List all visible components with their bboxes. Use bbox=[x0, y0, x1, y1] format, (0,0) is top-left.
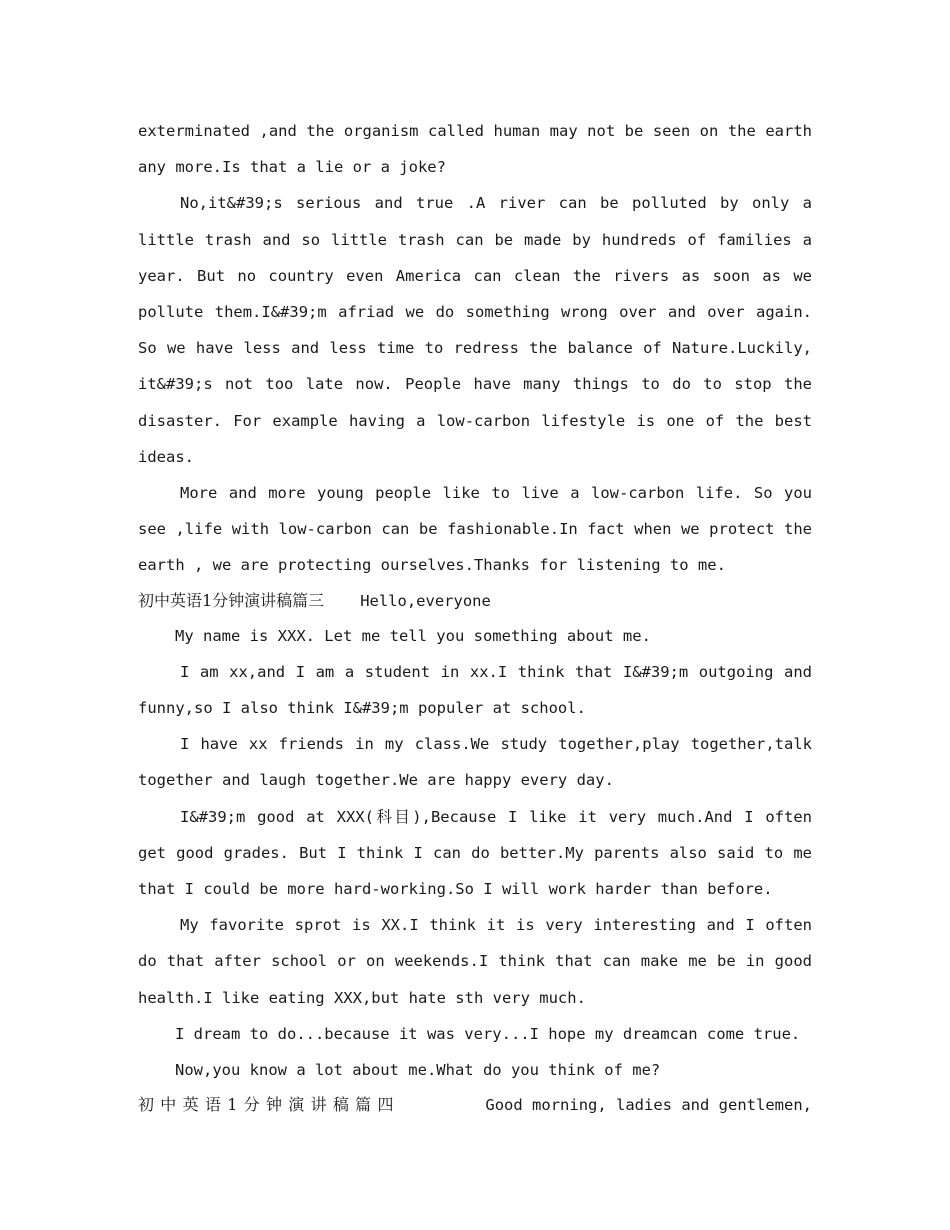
document-page bbox=[138, 113, 812, 1122]
section-greeting-4: Good morning, ladies and gentlemen, bbox=[485, 1096, 812, 1115]
paragraph-closing: Now,you know a lot about me.What do you think of me? bbox=[175, 1061, 661, 1080]
paragraph-sport: My favorite sprot is XX.I think it is very interesting and I often do that after school or on weekends.I think that can make me be in good health.I like eating XXX,but hate sth very much. bbox=[138, 916, 812, 1007]
paragraph-low-carbon: More and more young people like to live a low-carbon life. So you see ,life with low-carbon can be fashionable.In fact when we protect the earth , we are protecting ourselves.Thanks for listening to me. bbox=[138, 484, 812, 575]
section-title-3: 初中英语1分钟演讲稿篇三 bbox=[138, 590, 325, 610]
paragraph-good-at: I&#39;m good at XXX(科目),Because I like it very much.And I often get good grades. But I think I can do better.My parents also said to me that I could be more hard-working.So I will work harder than before. bbox=[138, 807, 812, 899]
paragraph-extermination: exterminated ,and the organism called human may not be seen on the earth any more.Is that a lie or a joke? bbox=[138, 122, 812, 177]
paragraph-name: My name is XXX. Let me tell you something about me. bbox=[175, 626, 651, 645]
section-heading-4 bbox=[138, 1088, 812, 1122]
section-title-4: 初中英语1分钟演讲稿篇四 bbox=[138, 1095, 400, 1115]
paragraph-dream: I dream to do...because it was very...I hope my dreamcan come true. bbox=[175, 1024, 801, 1043]
section-heading-3 bbox=[138, 584, 812, 618]
paragraph-student: I am xx,and I am a student in xx.I think that I&#39;m outgoing and funny,so I also think I&#39;m populer at school. bbox=[138, 662, 812, 718]
paragraph-pollution: No,it&#39;s serious and true .A river can be polluted by only a little trash and so little trash can be made by hundreds of families a year. But no country even America can clean the rivers as soon as we pollute them.I&#39;m afriad we do something wrong over and over again. So we have less and less time to redress the balance of Nature.Luckily, it&#39;s not too late now. People have many things to do to stop the disaster. For example having a low-carbon lifestyle is one of the best ideas. bbox=[138, 194, 812, 466]
paragraph-friends: I have xx friends in my class.We study together,play together,talk together and laugh together.We are happy every day. bbox=[138, 735, 812, 790]
section-greeting-3: Hello,everyone bbox=[360, 591, 491, 610]
